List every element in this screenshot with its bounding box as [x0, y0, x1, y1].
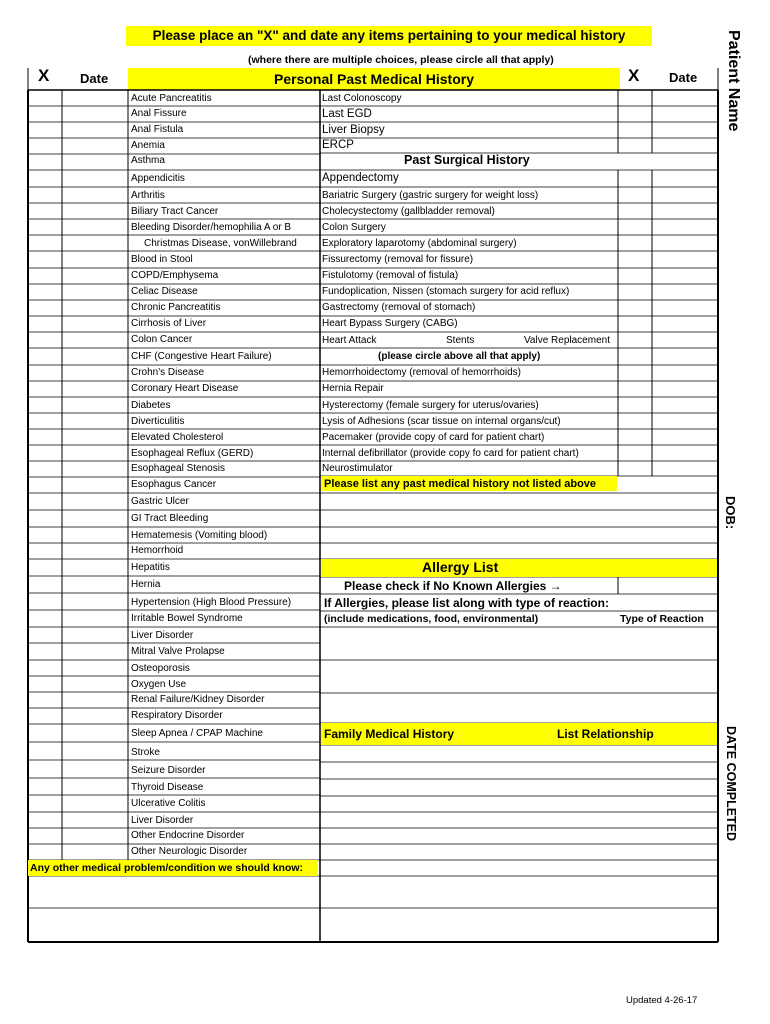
surgical-title: Past Surgical History: [404, 153, 530, 167]
surgical-item: Pacemaker (provide copy of card for patient chart): [322, 432, 545, 443]
surgical-item: Gastrectomy (removal of stomach): [322, 302, 476, 313]
surgical-item: Hemorrhoidectomy (removal of hemorrhoids): [322, 367, 521, 378]
condition-item: Christmas Disease, vonWillebrand: [144, 238, 297, 249]
condition-item: Hepatitis: [131, 562, 170, 573]
condition-item: Crohn's Disease: [131, 367, 205, 378]
condition-item: Gastric Ulcer: [131, 496, 189, 507]
condition-item: Coronary Heart Disease: [131, 383, 239, 394]
surgical-item: Fundoplication, Nissen (stomach surgery for acid reflux): [322, 286, 570, 297]
condition-item: Cirrhosis of Liver: [131, 318, 207, 329]
col-date-left: Date: [80, 71, 109, 86]
procedure-item: Liver Biopsy: [322, 124, 385, 136]
condition-item: Esophageal Reflux (GERD): [131, 448, 254, 459]
condition-item: Thyroid Disease: [131, 782, 204, 793]
allergy-title: Allergy List: [422, 559, 499, 575]
condition-item: Mitral Valve Prolapse: [131, 646, 225, 657]
allergy-include-label: (include medications, food, environmental): [324, 613, 539, 625]
surgical-item: Appendectomy: [322, 172, 399, 184]
condition-item: Ulcerative Colitis: [131, 798, 206, 809]
surgical-item: Hernia Repair: [322, 383, 384, 394]
surgical-item: Neurostimulator: [322, 463, 393, 474]
condition-item: Hematemesis (Vomiting blood): [131, 530, 268, 541]
past-list-label: Please list any past medical history not listed above: [324, 478, 597, 490]
type-of-reaction-label: Type of Reaction: [620, 613, 704, 625]
condition-item: Chronic Pancreatitis: [131, 302, 221, 313]
procedure-item: Last EGD: [322, 108, 372, 120]
condition-item: Asthma: [131, 155, 165, 166]
condition-item: Diabetes: [131, 400, 171, 411]
relationship-label: List Relationship: [557, 727, 654, 741]
col-date-right: Date: [669, 70, 698, 85]
condition-item: Irritable Bowel Syndrome: [131, 613, 243, 624]
surgical-item: Heart Bypass Surgery (CABG): [322, 318, 458, 329]
form-subtitle: (where there are multiple choices, please circle all that apply): [248, 54, 554, 66]
surgical-item: Colon Surgery: [322, 222, 386, 233]
condition-item: Osteoporosis: [131, 663, 190, 674]
col-x-right: X: [628, 66, 640, 85]
procedure-item: Last Colonoscopy: [322, 93, 402, 104]
surgical-item: Bariatric Surgery (gastric surgery for weight loss): [322, 190, 539, 201]
condition-item: Oxygen Use: [131, 679, 187, 690]
condition-item: Celiac Disease: [131, 286, 198, 297]
condition-item: GI Tract Bleeding: [131, 513, 209, 524]
procedure-item: ERCP: [322, 139, 354, 151]
condition-item: Acute Pancreatitis: [131, 93, 212, 104]
col-x-left: X: [38, 66, 50, 85]
family-title: Family Medical History: [324, 727, 455, 741]
dob-label: DOB:: [723, 496, 738, 530]
surgical-item: Fissurectomy (removal for fissure): [322, 254, 474, 265]
allergy-title-highlight: [321, 559, 717, 577]
surgical-item: Internal defibrillator (provide copy fo card for patient chart): [322, 448, 579, 459]
updated-date: Updated 4-26-17: [626, 995, 698, 1006]
condition-item: Stroke: [131, 747, 160, 758]
surgical-item: Stents: [446, 335, 475, 346]
condition-item: Hernia: [131, 579, 161, 590]
circle-note: (please circle above all that apply): [378, 351, 541, 362]
condition-item: Anal Fissure: [131, 108, 187, 119]
surgical-item: Fistulotomy (removal of fistula): [322, 270, 459, 281]
condition-item: CHF (Congestive Heart Failure): [131, 351, 272, 362]
condition-item: Blood in Stool: [131, 254, 193, 265]
condition-item: Arthritis: [131, 190, 165, 201]
condition-item: Hemorrhoid: [131, 545, 184, 556]
condition-item: Sleep Apnea / CPAP Machine: [131, 728, 263, 739]
condition-item: Respiratory Disorder: [131, 710, 223, 721]
condition-item: Esophageal Stenosis: [131, 463, 225, 474]
condition-item: Appendicitis: [131, 173, 185, 184]
surgical-item: Exploratory laparotomy (abdominal surgery): [322, 238, 517, 249]
condition-item: Other Neurologic Disorder: [131, 846, 248, 857]
date-completed-label: DATE COMPLETED: [724, 726, 738, 842]
surgical-item: Lysis of Adhesions (scar tissue on internal organs/cut): [322, 416, 561, 427]
condition-item: Anal Fistula: [131, 124, 184, 135]
condition-item: Seizure Disorder: [131, 765, 206, 776]
condition-item: COPD/Emphysema: [131, 270, 219, 281]
if-allergies-label: If Allergies, please list along with type of reaction:: [324, 596, 609, 610]
condition-item: Renal Failure/Kidney Disorder: [131, 694, 265, 705]
surgical-item: Heart Attack: [322, 335, 377, 346]
surgical-item: Valve Replacement: [524, 335, 610, 346]
nka-label: Please check if No Known Allergies →: [344, 579, 562, 593]
surgical-item: Hysterectomy (female surgery for uterus/ovaries): [322, 400, 539, 411]
form-title: Please place an "X" and date any items pertaining to your medical history: [126, 26, 652, 46]
condition-item: Bleeding Disorder/hemophilia A or B: [131, 222, 292, 233]
other-problem-label: Any other medical problem/condition we should know:: [30, 862, 304, 874]
condition-item: Anemia: [131, 140, 165, 151]
condition-item: Liver Disorder: [131, 815, 194, 826]
condition-item: Diverticulitis: [131, 416, 185, 427]
condition-item: Other Endocrine Disorder: [131, 830, 245, 841]
condition-item: Esophagus Cancer: [131, 479, 217, 490]
surgical-item: Cholecystectomy (gallbladder removal): [322, 206, 495, 217]
patient-name-label: Patient Name: [725, 30, 742, 132]
condition-item: Elevated Cholesterol: [131, 432, 224, 443]
section-title-pmh: Personal Past Medical History: [128, 68, 620, 90]
condition-item: Liver Disorder: [131, 630, 194, 641]
condition-item: Biliary Tract Cancer: [131, 206, 219, 217]
condition-item: Hypertension (High Blood Pressure): [131, 597, 292, 608]
condition-item: Colon Cancer: [131, 334, 193, 345]
